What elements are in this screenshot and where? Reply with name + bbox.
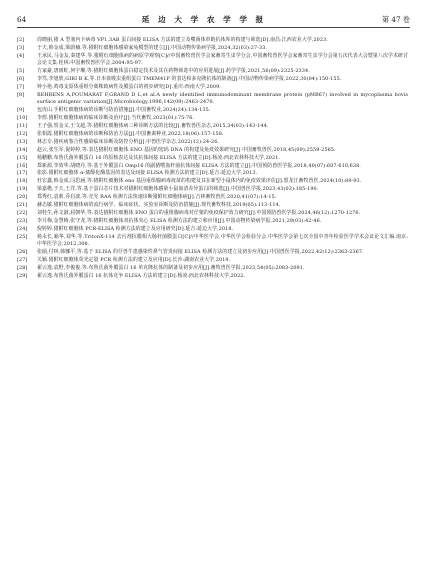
reference-entry	[17, 218, 408, 225]
reference-text: 刘桂生,孙文淑,屈朝华,等.表达猪附红细胞体 ENO 蛋白的重组腺病毒对仔猪的免疫保护效力研究[J].中国预防兽医学报,2024,46(12):1270-1276.	[37, 209, 361, 216]
reference-text: 杨永长,喻华,刘华,等.TritonX-114 去污剂抗膜相大肠杆菌膜蛋白[C]//中华医学会,中华医学会检验分会.中华医学会第七次全国中青年检验医学学术会议论文汇编.南京:中华医学会,2012,308.	[37, 233, 408, 248]
reference-text: 杜宏鑫,韩金成,闫思涵,等.猪附红细胞体 eno 基因重组腺病毒疫苗的构建及其在新型小鼠体内的免疫效果评估[J].黑龙江畜牧兽医,2024(10):89-93.	[37, 178, 362, 185]
reference-entry	[17, 265, 408, 272]
reference-text: 周晓丽,猪 A 型塞内卡病毒 VP1,3AB 蛋白间接 ELISA 方法的建立及噬菌体单链抗体库的构建与筛选[D].南昌:江西农业大学,2023.	[37, 37, 328, 43]
reference-entry	[17, 226, 408, 233]
reference-entry	[17, 202, 408, 209]
reference-text: 林志专.猪疾病鉴合性感染临床诊断及防控分析[J].中兽医学杂志,2022(12):24-26.	[37, 138, 220, 145]
reference-entry	[17, 147, 408, 154]
reference-entry	[17, 123, 408, 130]
reference-entry	[17, 210, 408, 217]
reference-number: [9]	[17, 107, 25, 114]
reference-entry	[17, 257, 408, 264]
reference-number: [19]	[17, 186, 28, 193]
reference-number: [16]	[17, 162, 28, 169]
reference-text: 包虎山.手附红细胞体病的诊断与防治措施[J].中国畜牧业,2024(24):134-135.	[37, 107, 211, 114]
reference-number: [7]	[17, 83, 25, 90]
reference-number: [22]	[17, 209, 28, 216]
reference-text: 杨鹏鹏.布鲁氏菌外膜蛋白 16 的原核表达及其抗体间接 ELISA 方法的建立[D].杨凌:西北农林科技大学,2021.	[37, 154, 281, 161]
page-number: 64	[17, 15, 27, 24]
reference-text: 张硕,付林,韩娜平,等.基于 ELISA 的仔兽牛患感染性鼻气管炎间接 ELISA 检测方法的建立及初步应用[J].中国兽医学报,2022,42(12):2363-2367.	[37, 248, 364, 255]
reference-text: 倪婷婷.猪附红细胞体 PCR-ELISA 检测方法的建立及应用研究[D].延吉:延边大学,2018.	[37, 225, 234, 232]
reference-number: [14]	[17, 146, 28, 153]
reference-text: BEHRENS A,POUMARAT F,GRAND D L,et al.A newly identified immunodominant membrane protein (pMB67) involved in mycoplasma bovis surface antigenic variation[J].Microbiology,1996,142(09):2463-2470.	[37, 91, 408, 106]
journal-title: 延 边 大 学 农 学 学 报	[141, 15, 267, 24]
reference-text: 赫志敏.猪附红细胞体病的流行病学、临床症状、实验室诊断及防治措施[J].现代畜牧科技,2019(05):113-114.	[37, 202, 281, 209]
reference-entry	[17, 107, 408, 114]
reference-entry	[17, 273, 408, 280]
reference-entry	[17, 186, 408, 193]
reference-number: [23]	[17, 217, 28, 224]
reference-entry	[17, 139, 408, 146]
reference-text: 赵云,张生军,倪婷婷,等.表达猪附红细胞体 ENO 基因的密码 DNA 的构建及免疫效果研究[J].中国畜牧兽医,2018,45(09):2559-2565.	[37, 146, 336, 153]
reference-number: [25]	[17, 233, 28, 240]
reference-number: [20]	[17, 194, 28, 201]
reference-number: [21]	[17, 202, 28, 209]
reference-entry	[17, 170, 408, 177]
reference-text: 李笃,李旭欣,GIRI B K,等.日本血吸虫重组蛋白 TMEM41P 的表达和多克隆抗体的制备[J].中国动物传染病学报,2022,30(04):150-155.	[37, 76, 342, 83]
reference-number: [26]	[17, 248, 28, 255]
reference-text: 李煜.猪附红细胞体病的临床诊断及治疗[J].当代畜牧,2023(01):75-76.	[37, 115, 195, 122]
reference-entry	[17, 163, 408, 170]
reference-number: [24]	[17, 225, 28, 232]
reference-entry	[17, 68, 408, 75]
reference-number: [3]	[17, 44, 25, 51]
reference-text: 郑新源,李效华,胡晓丹,等.基于外膜蛋白 Omp16 的副猪嗜血杆菌抗体间接 ELISA 方法的建立[J].中国预防兽医学报,2018,40(07):607-610,638.	[37, 162, 361, 169]
reference-number: [4]	[17, 52, 25, 59]
reference-entry	[17, 76, 408, 83]
reference-number: [10]	[17, 115, 28, 122]
reference-entry	[17, 194, 408, 201]
reference-list	[17, 37, 408, 281]
reference-entry	[17, 53, 408, 68]
reference-text: 张影.猪附红细胞体 α-烯醇化酶基因的表达及间接 ELISA 检测方法的建立[D].延吉:延边大学,2013.	[37, 170, 258, 177]
reference-text: 方家豪,唐雨虹,何宇琳,等.猪附红细胞体蛋白稳定技术及其在药物筛选中的应用进展[J].药学学报,2021,56(09):2325-2334.	[37, 68, 310, 75]
reference-entry	[17, 131, 408, 138]
reference-text: 郑秀红,袁莉,乔启波,等.壳光 RAA 检测方法快速诊断猪附红细胞体病[J].吉林畜牧兽医,2020,41(07):14-15.	[37, 194, 277, 201]
reference-text: 关颖.猪附红细胞体荧光定量 PCR 检测方法的建立及应用[D].长沙:湖南农业大学,2019.	[37, 256, 231, 263]
reference-number: [27]	[17, 256, 28, 263]
reference-entry	[17, 234, 408, 249]
reference-entry	[17, 178, 408, 185]
reference-text: 张相霞.猪附红细胞体病的诊断和防治方法[J].中国畜禽种业,2022,18(06):157-158.	[37, 130, 224, 137]
reference-text: 王子强,贺金义,王文超,等.猪附红细胞体病三种诊断方法的比较[J].畜牧兽医杂志,2015,34(03):143-144.	[37, 122, 269, 129]
reference-number: [11]	[17, 122, 28, 129]
reference-number: [15]	[17, 154, 28, 161]
reference-number: [2]	[17, 37, 25, 43]
reference-number: [6]	[17, 76, 25, 83]
reference-text: 于天,韩金成,梁蔚楠,等.猪附红细胞体感染家兔模型的建立[J].中国动物传染病学报,2024,32(03):27-33.	[37, 44, 268, 51]
reference-text: 翟云逸.布鲁氏菌外膜蛋白 16 抗体竞争 ELISA 方法的建立[D].杨凌:西北农林科技大学,2022.	[37, 272, 246, 279]
reference-text: 梁嘉楷,于天,王洋,等.基于蛋白芯片技术对猪附红细胞体感染小鼠血清差异蛋白的筛选[J].中国兽医学报,2023,43(03):185-190.	[37, 186, 319, 193]
reference-number: [5]	[17, 68, 25, 75]
reference-text: 钟小艳.鸡毒支原体重组分离株致病性及膜蛋白的初步研究[D].重庆:西南大学,2009.	[37, 83, 221, 90]
reference-entry	[17, 84, 408, 91]
reference-number: [13]	[17, 138, 28, 145]
reference-entry	[17, 37, 408, 44]
reference-entry	[17, 249, 408, 256]
reference-text: 翟云逸,袁野,李俊俊,等.布鲁氏菌外膜蛋白 16 单克隆抗体的制备及初步应用[J].畜牧兽医学报,2023,54(05):2083-2091.	[37, 264, 305, 271]
reference-text: 李月梅,金慧梅,张守龙,等.猪附红细胞体双抗体夹心 ELISA 检测方法的建立和应用[J].中国动物传染病学报,2021,29(03):42-46.	[37, 217, 322, 224]
reference-text: 王承民,马金友,秦建华,等.猪附红细胞体病的病原学观察[C]//中国畜牧兽医学会家畜寄生虫学分会,中国畜牧兽医学会家畜寄生虫学分会第五次代表大会暨第八次学术研讨会论文集.桂林:中国畜牧兽医学会,2004:95-97.	[37, 52, 408, 67]
reference-number: [28]	[17, 264, 28, 271]
reference-entry	[17, 45, 408, 52]
reference-entry	[17, 115, 408, 122]
reference-number: [29]	[17, 272, 28, 279]
reference-number: [18]	[17, 178, 28, 185]
reference-number: [17]	[17, 170, 28, 177]
header-rule	[17, 27, 410, 28]
volume-label: 第 47 卷	[381, 15, 410, 24]
reference-entry	[17, 92, 408, 107]
reference-number: [8]	[17, 91, 25, 98]
reference-entry	[17, 155, 408, 162]
reference-number: [12]	[17, 130, 28, 137]
running-header	[17, 12, 410, 24]
